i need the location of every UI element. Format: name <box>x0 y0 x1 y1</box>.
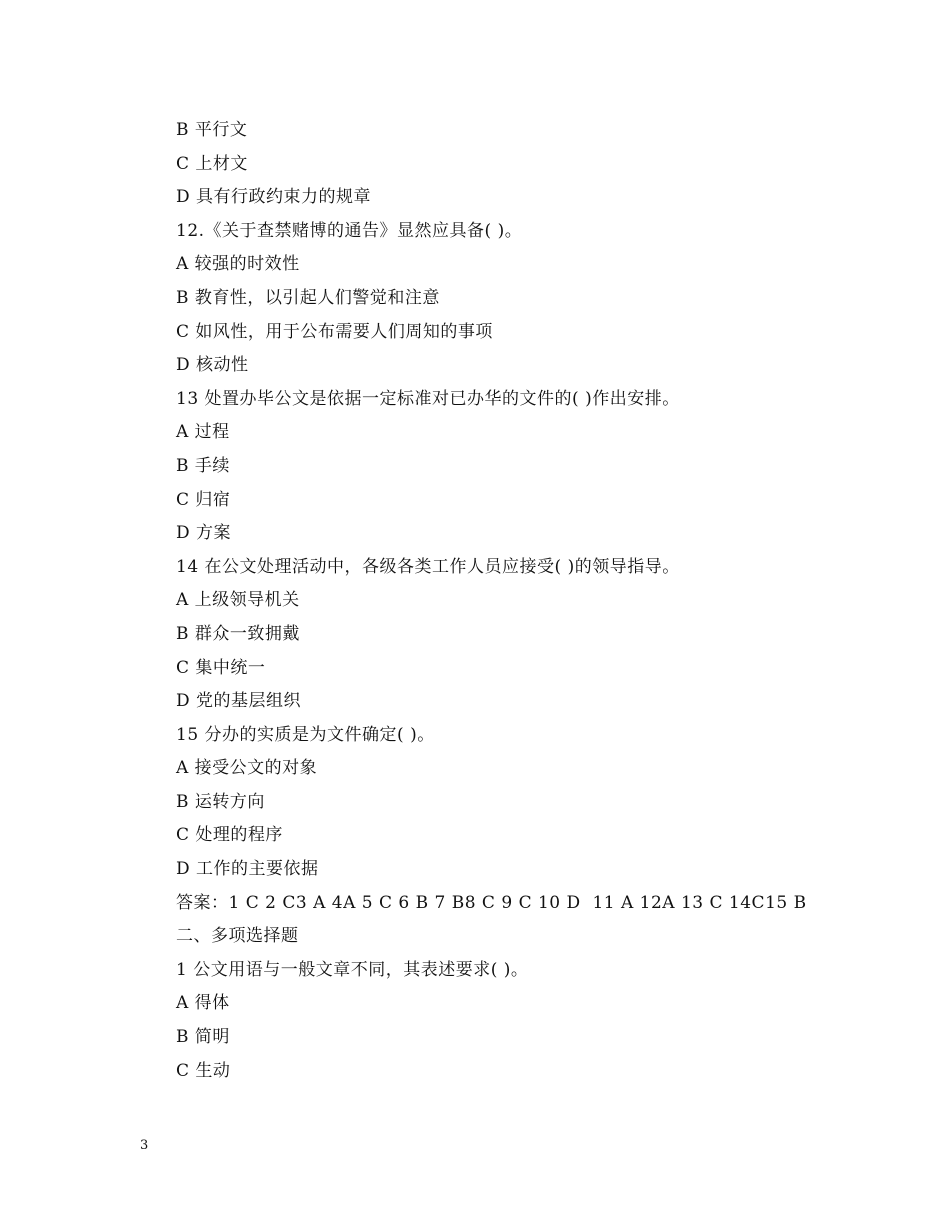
option-line: D 工作的主要依据 <box>176 859 319 880</box>
option-line: B 手续 <box>176 455 230 476</box>
option-line: D 党的基层组织 <box>176 691 302 712</box>
option-line: C 上材文 <box>176 153 248 174</box>
document-body <box>176 114 876 1088</box>
option-line: C 生动 <box>176 1060 231 1081</box>
option-line: C 集中统一 <box>176 657 266 678</box>
option-line: A 上级领导机关 <box>176 590 300 611</box>
option-line: C 归宿 <box>176 489 231 510</box>
option-line: B 简明 <box>176 1027 230 1048</box>
option-line: B 教育性，以引起人们警觉和注意 <box>176 287 440 308</box>
question-line: 12.《关于查禁赌博的通告》显然应具备( )。 <box>176 220 523 241</box>
option-line: B 群众一致拥戴 <box>176 623 300 644</box>
question-line: 1 公文用语与一般文章不同，其表述要求( )。 <box>176 959 529 980</box>
option-line: D 方案 <box>176 523 232 544</box>
option-line: C 如风性，用于公布需要人们周知的事项 <box>176 321 493 342</box>
page-number: 3 <box>140 1138 149 1153</box>
option-line: B 运转方向 <box>176 791 265 812</box>
question-line: 14 在公文处理活动中，各级各类工作人员应接受( )的领导指导。 <box>176 556 680 577</box>
question-line: 13 处置办毕公文是依据一定标准对已办华的文件的( )作出安排。 <box>176 388 680 409</box>
section-heading: 二、多项选择题 <box>176 926 299 947</box>
option-line: A 得体 <box>176 993 230 1014</box>
question-line: 15 分办的实质是为文件确定( )。 <box>176 724 435 745</box>
option-line: B 平行文 <box>176 120 248 140</box>
answer-key-line: 答案：1 C 2 C3 A 4A 5 C 6 B 7 B8 C 9 C 10 D 11 A 12A 13 C 14C15 B <box>176 892 807 913</box>
option-line: A 过程 <box>176 422 230 443</box>
option-line: D 核动性 <box>176 355 249 376</box>
option-line: D 具有行政约束力的规章 <box>176 187 372 208</box>
option-line: A 接受公文的对象 <box>176 758 318 779</box>
option-line: A 较强的时效性 <box>176 254 300 275</box>
option-line: C 处理的程序 <box>176 825 283 846</box>
